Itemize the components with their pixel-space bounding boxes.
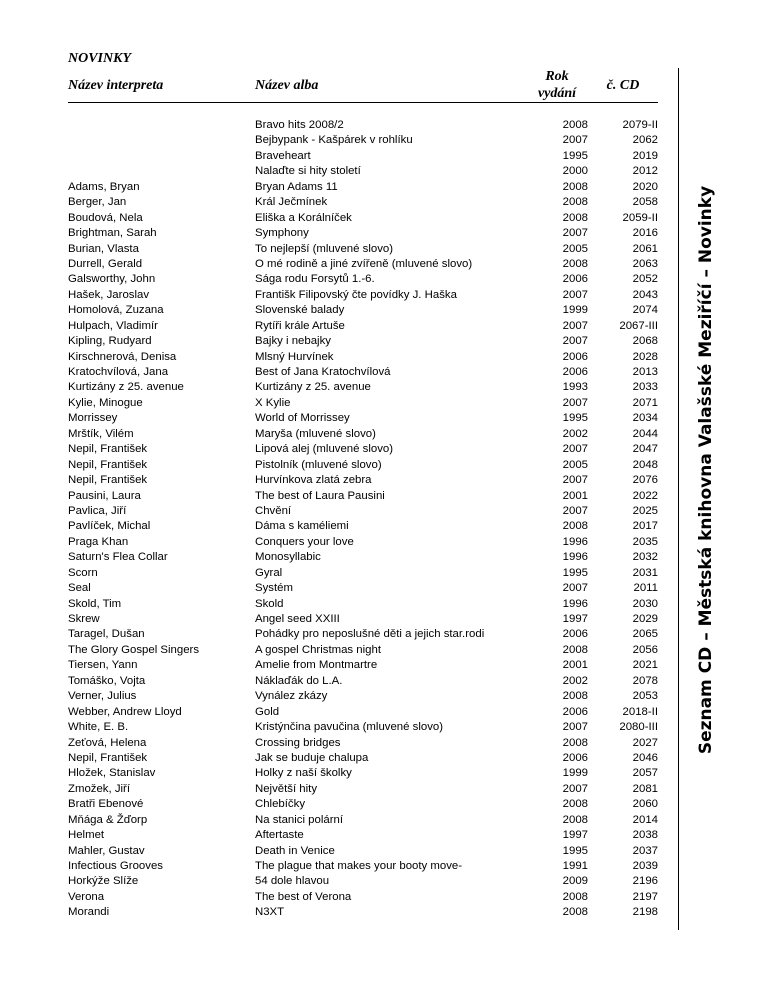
cd-number-cell: 2029 bbox=[632, 613, 658, 625]
cd-number-cell: 2062 bbox=[632, 134, 658, 147]
cd-number-cell: 2067-III bbox=[619, 319, 658, 332]
year-cell: 2008 bbox=[562, 736, 588, 749]
year-cell: 2007 bbox=[562, 782, 588, 795]
cd-number-cell: 2028 bbox=[632, 350, 658, 363]
album-cell: Kurtizány z 25. avenue bbox=[255, 381, 371, 394]
table-row bbox=[0, 411, 678, 426]
artist-cell: Durrell, Gerald bbox=[68, 257, 143, 270]
album-cell: Systém bbox=[255, 582, 293, 595]
year-cell: 1995 bbox=[562, 844, 588, 857]
artist-cell: Nepil, František bbox=[68, 751, 148, 764]
album-cell: Angel seed XXIII bbox=[255, 613, 340, 625]
artist-cell: Zeťová, Helena bbox=[68, 736, 147, 749]
artist-cell: Burian, Vlasta bbox=[68, 242, 139, 255]
year-cell: 1996 bbox=[562, 535, 588, 548]
album-cell: Bajky i nebajky bbox=[255, 335, 331, 348]
artist-cell: The Glory Gospel Singers bbox=[68, 643, 200, 656]
year-cell: 1995 bbox=[562, 566, 588, 579]
cd-number-cell: 2021 bbox=[632, 659, 658, 672]
table-row bbox=[0, 272, 678, 287]
table-row bbox=[0, 519, 678, 534]
year-cell: 2008 bbox=[562, 690, 588, 703]
year-cell: 2001 bbox=[562, 659, 588, 672]
year-cell: 2002 bbox=[562, 674, 588, 687]
album-cell: Chvění bbox=[255, 504, 292, 517]
column-header-year-line1: Rok bbox=[545, 69, 569, 84]
cd-number-cell: 2039 bbox=[632, 860, 658, 872]
cd-number-cell: 2056 bbox=[632, 643, 658, 656]
album-cell: Monosyllabic bbox=[255, 551, 321, 564]
year-cell: 2008 bbox=[562, 211, 588, 224]
column-header-year-line2: vydání bbox=[537, 86, 577, 101]
cd-number-cell: 2035 bbox=[632, 535, 658, 548]
cd-number-cell: 2030 bbox=[632, 597, 658, 610]
artist-cell: Morandi bbox=[68, 906, 110, 919]
artist-cell: Seal bbox=[68, 582, 91, 595]
artist-cell: Kipling, Rudyard bbox=[68, 335, 152, 348]
album-cell: Crossing bridges bbox=[255, 736, 341, 749]
artist-cell: Morrissey bbox=[68, 412, 118, 425]
table-row bbox=[0, 473, 678, 488]
cd-number-cell: 2074 bbox=[632, 304, 658, 317]
artist-cell: Praga Khan bbox=[68, 535, 129, 548]
album-cell: Jak se buduje chalupa bbox=[255, 751, 369, 764]
artist-cell: Webber, Andrew Lloyd bbox=[68, 705, 182, 718]
cd-number-cell: 2043 bbox=[632, 288, 658, 301]
cd-number-cell: 2019 bbox=[632, 149, 658, 162]
artist-cell: Verona bbox=[68, 890, 105, 903]
cd-number-cell: 2058 bbox=[632, 196, 658, 209]
cd-number-cell: 2059-II bbox=[622, 211, 658, 224]
year-cell: 2009 bbox=[562, 875, 588, 888]
artist-cell: Hulpach, Vladimír bbox=[68, 319, 158, 332]
artist-cell: Tiersen, Yann bbox=[68, 659, 138, 672]
table-row bbox=[0, 380, 678, 395]
cd-number-cell: 2046 bbox=[632, 751, 658, 764]
table-row bbox=[0, 427, 678, 442]
artist-cell: Verner, Julius bbox=[68, 690, 137, 703]
artist-cell: Hložek, Stanislav bbox=[68, 767, 156, 780]
album-cell: World of Morrissey bbox=[255, 412, 350, 425]
album-cell: Náklaďák do L.A. bbox=[255, 674, 343, 687]
year-cell: 1999 bbox=[562, 767, 588, 780]
year-cell: 2008 bbox=[562, 180, 588, 193]
cd-number-cell: 2017 bbox=[632, 520, 658, 533]
cd-number-cell: 2068 bbox=[632, 335, 658, 348]
cd-number-cell: 2020 bbox=[632, 180, 658, 193]
table-row bbox=[0, 458, 678, 473]
year-cell: 2000 bbox=[562, 165, 588, 178]
album-cell: Pistolník (mluvené slovo) bbox=[255, 458, 382, 471]
artist-cell: Hašek, Jaroslav bbox=[68, 288, 150, 301]
table-row bbox=[0, 844, 678, 859]
table-row bbox=[0, 705, 678, 720]
year-cell: 2008 bbox=[562, 798, 588, 811]
cd-number-cell: 2079-II bbox=[622, 119, 658, 131]
year-cell: 2007 bbox=[562, 396, 588, 409]
album-cell: Conquers your love bbox=[255, 535, 354, 548]
album-cell: Symphony bbox=[255, 227, 309, 240]
album-cell: A gospel Christmas night bbox=[255, 643, 381, 656]
artist-cell: Horkýže Slíže bbox=[68, 875, 139, 888]
artist-cell: Mňága & Žďorp bbox=[68, 813, 148, 826]
cd-number-cell: 2048 bbox=[632, 458, 658, 471]
table-row bbox=[0, 180, 678, 195]
table-row bbox=[0, 890, 678, 905]
artist-cell: Pavlíček, Michal bbox=[68, 520, 151, 533]
artist-cell: Nepil, František bbox=[68, 458, 148, 471]
table-row bbox=[0, 350, 678, 365]
cd-number-cell: 2197 bbox=[632, 890, 658, 903]
cd-number-cell: 2022 bbox=[632, 489, 658, 502]
column-header-album: Název alba bbox=[255, 78, 319, 93]
album-cell: N3XT bbox=[255, 906, 285, 919]
artist-cell: Helmet bbox=[68, 829, 105, 842]
album-cell: Dáma s kaméliemi bbox=[255, 520, 349, 533]
artist-cell: Skrew bbox=[68, 613, 100, 625]
cd-number-cell: 2057 bbox=[632, 767, 658, 780]
album-cell: Best of Jana Kratochvílová bbox=[255, 366, 391, 378]
artist-cell: Nepil, František bbox=[68, 443, 148, 456]
cd-number-cell: 2081 bbox=[632, 782, 658, 795]
table-row bbox=[0, 211, 678, 226]
album-cell: Hurvínkova zlatá zebra bbox=[255, 474, 372, 487]
year-cell: 2008 bbox=[562, 906, 588, 919]
table-row bbox=[0, 905, 678, 920]
table-row bbox=[0, 813, 678, 828]
artist-cell: Infectious Grooves bbox=[68, 860, 163, 872]
album-cell: Bryan Adams 11 bbox=[255, 180, 338, 193]
table-row bbox=[0, 782, 678, 797]
year-cell: 2007 bbox=[562, 721, 588, 734]
table-row bbox=[0, 566, 678, 581]
year-cell: 2008 bbox=[562, 257, 588, 270]
cd-number-cell: 2033 bbox=[632, 381, 658, 394]
year-cell: 2006 bbox=[562, 350, 588, 363]
artist-cell: Skold, Tim bbox=[68, 597, 122, 610]
cd-number-cell: 2018-II bbox=[622, 705, 658, 718]
album-cell: Gold bbox=[255, 705, 280, 718]
album-cell: Král Ječmínek bbox=[255, 196, 328, 209]
table-row bbox=[0, 288, 678, 303]
year-cell: 1997 bbox=[562, 613, 588, 625]
album-cell: Vynález zkázy bbox=[255, 690, 328, 703]
table-row bbox=[0, 859, 678, 874]
cd-number-cell: 2011 bbox=[633, 582, 658, 595]
table-row bbox=[0, 396, 678, 411]
year-cell: 1996 bbox=[562, 597, 588, 610]
table-row bbox=[0, 658, 678, 673]
album-cell: Rytíři krále Artuše bbox=[255, 319, 345, 332]
year-cell: 2007 bbox=[562, 134, 588, 147]
album-cell: Nalaďte si hity století bbox=[255, 165, 361, 178]
cd-number-cell: 2052 bbox=[632, 273, 658, 286]
year-cell: 1993 bbox=[562, 381, 588, 394]
album-cell: Lipová alej (mluvené slovo) bbox=[255, 443, 394, 456]
artist-cell: Adams, Bryan bbox=[68, 180, 140, 193]
table-row bbox=[0, 226, 678, 241]
album-cell: The best of Verona bbox=[255, 890, 352, 903]
album-cell: Death in Venice bbox=[255, 844, 335, 857]
year-cell: 2007 bbox=[562, 227, 588, 240]
artist-cell: Boudová, Nela bbox=[68, 211, 143, 224]
year-cell: 2005 bbox=[562, 242, 588, 255]
album-cell: Slovenské balady bbox=[255, 304, 345, 317]
artist-cell: Zmožek, Jiří bbox=[68, 782, 131, 795]
artist-cell: Tomáško, Vojta bbox=[68, 674, 146, 687]
table-row bbox=[0, 674, 678, 689]
year-cell: 2008 bbox=[562, 890, 588, 903]
cd-number-cell: 2065 bbox=[632, 628, 658, 641]
cd-number-cell: 2061 bbox=[632, 242, 658, 255]
cd-number-cell: 2016 bbox=[632, 227, 658, 240]
album-cell: Amelie from Montmartre bbox=[255, 659, 378, 672]
year-cell: 2002 bbox=[562, 427, 588, 440]
cd-list bbox=[0, 118, 678, 921]
artist-cell: Mahler, Gustav bbox=[68, 844, 145, 857]
album-cell: Františk Filipovský čte povídky J. Haška bbox=[255, 288, 457, 301]
cd-number-cell: 2078 bbox=[632, 674, 658, 687]
table-row bbox=[0, 535, 678, 550]
album-cell: Chlebíčky bbox=[255, 798, 306, 811]
cd-number-cell: 2198 bbox=[632, 906, 658, 919]
year-cell: 2005 bbox=[562, 458, 588, 471]
album-cell: Na stanici polární bbox=[255, 813, 344, 826]
cd-number-cell: 2025 bbox=[632, 504, 658, 517]
cd-number-cell: 2076 bbox=[632, 474, 658, 487]
year-cell: 2008 bbox=[562, 520, 588, 533]
year-cell: 2007 bbox=[562, 319, 588, 332]
artist-cell: Kylie, Minogue bbox=[68, 396, 143, 409]
album-cell: Braveheart bbox=[255, 149, 311, 162]
artist-cell: Kirschnerová, Denisa bbox=[68, 350, 177, 363]
album-cell: The best of Laura Pausini bbox=[255, 489, 385, 502]
album-cell: X Kylie bbox=[255, 396, 291, 409]
album-cell: 54 dole hlavou bbox=[255, 875, 330, 888]
table-row bbox=[0, 489, 678, 504]
year-cell: 2007 bbox=[562, 335, 588, 348]
artist-cell: Scorn bbox=[68, 566, 98, 579]
album-cell: Bravo hits 2008/2 bbox=[255, 119, 344, 131]
artist-cell: Bratři Ebenové bbox=[68, 798, 144, 811]
cd-number-cell: 2027 bbox=[632, 736, 658, 749]
table-row bbox=[0, 766, 678, 781]
section-title: NOVINKY bbox=[68, 51, 132, 66]
artist-cell: Pausini, Laura bbox=[68, 489, 141, 502]
table-row bbox=[0, 612, 678, 627]
album-cell: Eliška a Korálníček bbox=[255, 211, 352, 224]
column-header-year bbox=[532, 68, 582, 102]
year-cell: 2006 bbox=[562, 705, 588, 718]
table-row bbox=[0, 334, 678, 349]
table-row bbox=[0, 828, 678, 843]
album-cell: Sága rodu Forsytů 1.-6. bbox=[255, 273, 375, 286]
album-cell: Gyral bbox=[255, 566, 283, 579]
year-cell: 1995 bbox=[562, 149, 588, 162]
cd-number-cell: 2047 bbox=[632, 443, 658, 456]
year-cell: 2007 bbox=[562, 288, 588, 301]
header-divider bbox=[68, 102, 658, 103]
year-cell: 2006 bbox=[562, 366, 588, 378]
year-cell: 2008 bbox=[562, 813, 588, 826]
cd-number-cell: 2053 bbox=[632, 690, 658, 703]
artist-cell: Brightman, Sarah bbox=[68, 227, 157, 240]
table-row bbox=[0, 581, 678, 596]
table-row bbox=[0, 242, 678, 257]
year-cell: 2006 bbox=[562, 751, 588, 764]
table-row bbox=[0, 736, 678, 751]
cd-number-cell: 2032 bbox=[632, 551, 658, 564]
album-cell: Bejbypank - Kašpárek v rohlíku bbox=[255, 134, 413, 147]
cd-number-cell: 2060 bbox=[632, 798, 658, 811]
cd-number-cell: 2044 bbox=[632, 427, 658, 440]
cd-number-cell: 2014 bbox=[632, 813, 658, 826]
year-cell: 2007 bbox=[562, 443, 588, 456]
year-cell: 2008 bbox=[562, 643, 588, 656]
album-cell: To nejlepší (mluvené slovo) bbox=[255, 242, 394, 255]
album-cell: Mlsný Hurvínek bbox=[255, 350, 334, 363]
table-row bbox=[0, 149, 678, 164]
table-row bbox=[0, 797, 678, 812]
artist-cell: Nepil, František bbox=[68, 474, 148, 487]
year-cell: 1999 bbox=[562, 304, 588, 317]
cd-number-cell: 2037 bbox=[632, 844, 658, 857]
year-cell: 2007 bbox=[562, 582, 588, 595]
album-cell: Holky z naší školky bbox=[255, 767, 352, 780]
table-row bbox=[0, 751, 678, 766]
table-row bbox=[0, 303, 678, 318]
table-row bbox=[0, 118, 678, 133]
album-cell: Největší hity bbox=[255, 782, 318, 795]
artist-cell: Taragel, Dušan bbox=[68, 628, 145, 641]
album-cell: Skold bbox=[255, 597, 284, 610]
table-row bbox=[0, 164, 678, 179]
album-cell: Kristýnčina pavučina (mluvené slovo) bbox=[255, 721, 444, 734]
artist-cell: White, E. B. bbox=[68, 721, 129, 734]
sidebar-title: Seznam CD – Městská knihovna Valašské Meziříčí – Novinky bbox=[696, 185, 716, 755]
table-row bbox=[0, 365, 678, 380]
artist-cell: Kratochvílová, Jana bbox=[68, 366, 169, 378]
table-row bbox=[0, 627, 678, 642]
cd-number-cell: 2080-III bbox=[619, 721, 658, 734]
table-row bbox=[0, 442, 678, 457]
year-cell: 2006 bbox=[562, 273, 588, 286]
cd-number-cell: 2031 bbox=[632, 566, 658, 579]
artist-cell: Mrštík, Vilém bbox=[68, 427, 134, 440]
year-cell: 2007 bbox=[562, 474, 588, 487]
cd-number-cell: 2196 bbox=[632, 875, 658, 888]
artist-cell: Saturn's Flea Collar bbox=[68, 551, 168, 564]
artist-cell: Berger, Jan bbox=[68, 196, 127, 209]
year-cell: 2007 bbox=[562, 504, 588, 517]
table-row bbox=[0, 319, 678, 334]
table-row bbox=[0, 597, 678, 612]
year-cell: 1996 bbox=[562, 551, 588, 564]
year-cell: 1991 bbox=[562, 860, 588, 872]
year-cell: 1995 bbox=[562, 412, 588, 425]
table-row bbox=[0, 257, 678, 272]
cd-number-cell: 2038 bbox=[632, 829, 658, 842]
cd-number-cell: 2013 bbox=[632, 366, 658, 378]
album-cell: Maryša (mluvené slovo) bbox=[255, 427, 376, 440]
year-cell: 2006 bbox=[562, 628, 588, 641]
table-row bbox=[0, 689, 678, 704]
table-row bbox=[0, 643, 678, 658]
year-cell: 1997 bbox=[562, 829, 588, 842]
album-cell: Pohádky pro neposlušné děti a jejich star.rodi bbox=[255, 628, 485, 641]
cd-number-cell: 2071 bbox=[632, 396, 658, 409]
year-cell: 2008 bbox=[562, 196, 588, 209]
column-header-cd: č. CD bbox=[606, 78, 640, 93]
table-row bbox=[0, 720, 678, 735]
artist-cell: Kurtizány z 25. avenue bbox=[68, 381, 184, 394]
year-cell: 2001 bbox=[562, 489, 588, 502]
table-row bbox=[0, 550, 678, 565]
artist-cell: Homolová, Zuzana bbox=[68, 304, 164, 317]
cd-number-cell: 2034 bbox=[632, 412, 658, 425]
cd-number-cell: 2063 bbox=[632, 257, 658, 270]
album-cell: Aftertaste bbox=[255, 829, 304, 842]
table-row bbox=[0, 195, 678, 210]
table-row bbox=[0, 504, 678, 519]
sidebar-border bbox=[678, 68, 679, 930]
year-cell: 2008 bbox=[562, 119, 588, 131]
cd-number-cell: 2012 bbox=[632, 165, 658, 178]
table-row bbox=[0, 874, 678, 889]
album-cell: The plague that makes your booty move- bbox=[255, 860, 463, 872]
column-header-artist: Název interpreta bbox=[68, 78, 164, 93]
artist-cell: Galsworthy, John bbox=[68, 273, 156, 286]
table-row bbox=[0, 133, 678, 148]
artist-cell: Pavlica, Jiří bbox=[68, 504, 127, 517]
album-cell: O mé rodině a jiné zvířeně (mluvené slovo) bbox=[255, 257, 473, 270]
